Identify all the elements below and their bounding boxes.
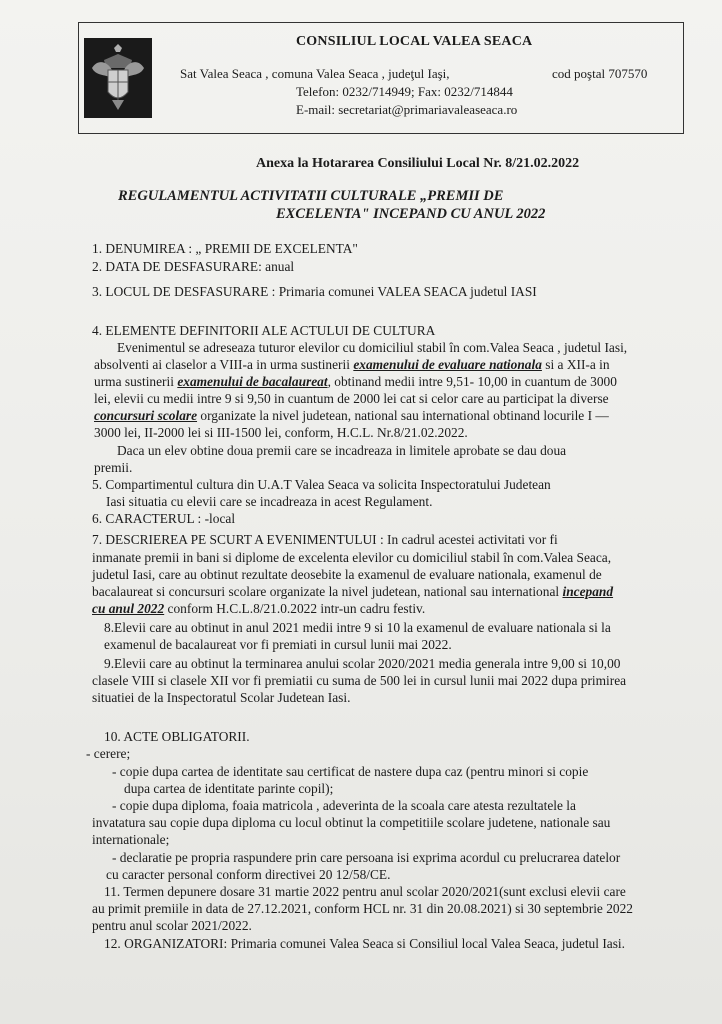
section-7-line: judetul Iasi, care au obtinut rezultate deosebite la examenul de evaluare nationala, examenul de <box>92 567 602 582</box>
section-4-line <box>94 407 694 424</box>
section-9-line: 9.Elevii care au obtinut la terminarea anului scolar 2020/2021 media generala intre 9,00 si 10,00 <box>104 656 621 671</box>
section-5-line: Iasi situatia cu elevii care se incadreaza in acest Regulament. <box>106 494 433 509</box>
section-4-title: 4. ELEMENTE DEFINITORII ALE ACTULUI DE CULTURA <box>92 323 436 338</box>
emphasized-text: examenului de evaluare nationala <box>353 357 542 372</box>
section-10-line: - copie dupa diploma, foaia matricola , adeverinta de la scoala care atesta rezultatele la <box>112 798 576 813</box>
section-10-title: 10. ACTE OBLIGATORII. <box>104 729 250 744</box>
text-span: urma sustinerii <box>94 374 178 389</box>
coat-of-arms-icon <box>84 38 152 118</box>
section-1: 1. DENUMIREA : „ PREMII DE EXCELENTA" <box>92 241 358 256</box>
section-7-line: 7. DESCRIEREA PE SCURT A EVENIMENTULUI : In cadrul acestei activitati vor fi <box>92 532 558 547</box>
section-9-line: clasele VIII si clasele XII vor fi premiatii cu suma de 500 lei in cursul lunii mai 2022 dupa primirea <box>92 673 627 688</box>
section-10-line: cu caracter personal conform directivei 20 12/58/CE. <box>106 867 391 882</box>
text-span: absolventi ai claselor a VIII-a in urma sustinerii <box>94 357 354 372</box>
council-title: CONSILIUL LOCAL VALEA SEACA <box>296 34 533 49</box>
text-span: , obtinand medii intre 9,51- 10,00 in cuantum de 3000 <box>327 374 617 389</box>
text-span: organizate la nivel judetean, national sau international obtinand locurile I — <box>197 408 609 423</box>
emphasized-text: examenului de bacalaureat <box>177 374 328 389</box>
section-4-line: premii. <box>94 460 133 475</box>
section-11-line: 11. Termen depunere dosare 31 martie 2022 pentru anul scolar 2020/2021(sunt exclusi elevii care <box>104 884 626 899</box>
section-10-line: - copie dupa cartea de identitate sau certificat de nastere dupa caz (pentru minori si copie <box>112 764 589 779</box>
section-8-line: examenul de bacalaureat vor fi premiati in cursul lunii mai 2022. <box>104 637 452 652</box>
emphasized-text: incepand <box>562 584 614 599</box>
text-span: bacalaureat si concursuri scolare organizate la nivel judetean, national sau international <box>92 584 563 599</box>
section-11-line: au primit premiile in data de 27.12.2021, conform HCL nr. 31 din 20.08.2021) si 30 septembrie 2022 <box>92 901 633 916</box>
section-5-line: 5. Compartimentul cultura din U.A.T Valea Seaca va solicita Inspectoratului Judetean <box>92 477 551 492</box>
section-10-line: internationale; <box>92 832 170 847</box>
address-line: Sat Valea Seaca , comuna Valea Seaca , judeţul Iaşi, <box>180 66 450 81</box>
section-7-line <box>92 583 692 600</box>
postal-code: cod poştal 707570 <box>552 66 648 81</box>
emphasized-text: cu anul 2022 <box>92 601 165 616</box>
section-12: 12. ORGANIZATORI: Primaria comunei Valea Seaca si Consiliul local Valea Seaca, judetul Iasi. <box>104 936 625 951</box>
section-4-line: Evenimentul se adreseaza tuturor elevilor cu domiciliul stabil în com.Valea Seaca , judetul Iasi, <box>117 340 628 355</box>
regulation-title-line1: REGULAMENTUL ACTIVITATII CULTURALE „PREMII DE <box>118 188 504 204</box>
section-10-line: - declaratie pe propria raspundere prin care persoana isi exprima acordul cu prelucrarea datelor <box>112 850 621 865</box>
section-9-line: situatiei de la Inspectoratul Scolar Judetean Iasi. <box>92 690 351 705</box>
section-4-line: 3000 lei, II-2000 lei si III-1500 lei, conform, H.C.L. Nr.8/21.02.2022. <box>94 425 468 440</box>
regulation-title-line2: EXCELENTA" INCEPAND CU ANUL 2022 <box>276 206 546 222</box>
text-span: si a XII-a in <box>541 357 610 372</box>
section-10-line: - cerere; <box>86 746 131 761</box>
section-6: 6. CARACTERUL : -local <box>92 511 236 526</box>
section-3: 3. LOCUL DE DESFASURARE : Primaria comunei VALEA SEACA judetul IASI <box>92 284 537 299</box>
section-7-line: inmanate premii in bani si diplome de excelenta elevilor cu domiciliul stabil în com.Valea Seaca, <box>92 550 612 565</box>
section-8-line: 8.Elevii care au obtinut in anul 2021 medii intre 9 si 10 la examenul de evaluare nationala si la <box>104 620 611 635</box>
section-4-line: Daca un elev obtine doua premii care se incadreaza in limitele aprobate se dau doua <box>117 443 567 458</box>
section-10-line: dupa cartea de identitate parinte copil); <box>124 781 334 796</box>
section-11-line: pentru anul scolar 2021/2022. <box>92 918 252 933</box>
section-7-line <box>92 600 692 617</box>
section-4-line <box>94 373 694 390</box>
annex-title: Anexa la Hotararea Consiliului Local Nr. 8/21.02.2022 <box>256 156 580 171</box>
phone-fax-line: Telefon: 0232/714949; Fax: 0232/714844 <box>296 84 513 99</box>
text-span: conform H.C.L.8/21.0.2022 intr-un cadru festiv. <box>164 601 426 616</box>
section-2: 2. DATA DE DESFASURARE: anual <box>92 259 295 274</box>
section-4-line <box>94 356 694 373</box>
section-4-line: lei, elevii cu medii intre 9 si 9,50 in cuantum de 2000 lei cat si celor care au participat la diverse <box>94 391 609 406</box>
email-line: E-mail: secretariat@primariavaleaseaca.ro <box>296 102 518 117</box>
emphasized-text: concursuri scolare <box>94 408 198 423</box>
section-10-line: invatatura sau copie dupa diploma cu locul obtinut la competitiile scolare judetene, nationale sau <box>92 815 611 830</box>
